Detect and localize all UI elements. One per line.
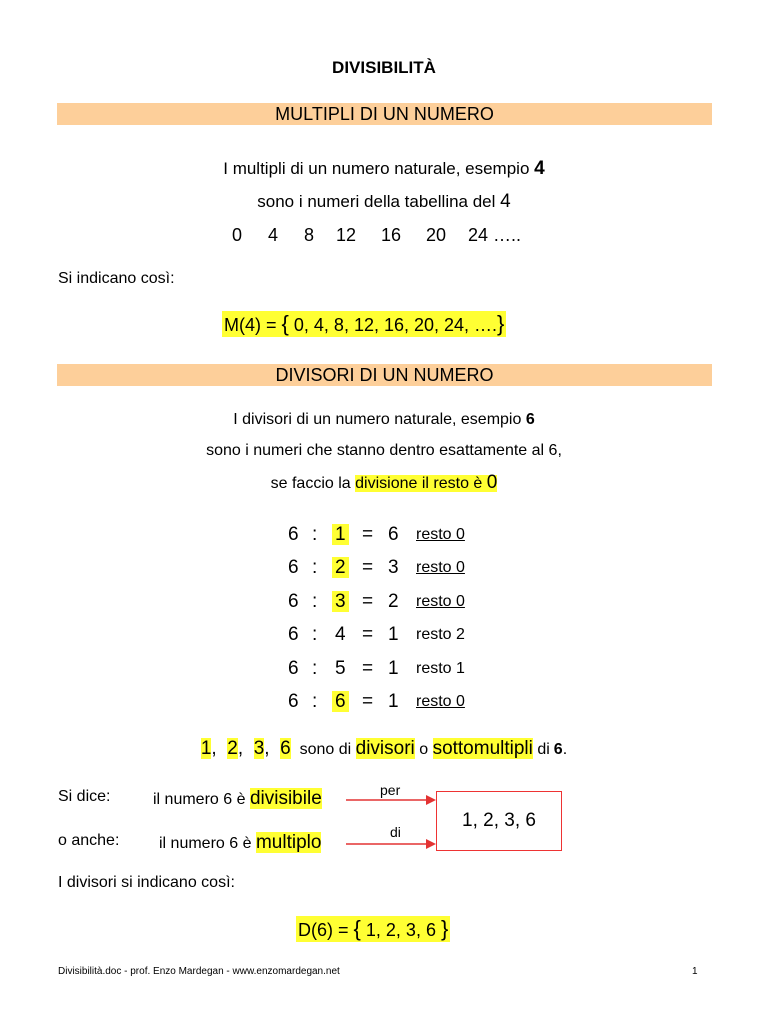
- divisori-line3-highlight: [355, 472, 498, 493]
- dividend: 6: [288, 523, 299, 545]
- multipli-tabellina-number: 4: [500, 191, 511, 212]
- arrows-graphic: [340, 790, 440, 850]
- summary-n1: 1: [200, 738, 212, 759]
- divisor: 4: [335, 624, 346, 646]
- o-anche-statement: [159, 832, 321, 854]
- divisori-line3-pre: se faccio la: [270, 475, 351, 492]
- division-row: [288, 585, 465, 619]
- dividend: 6: [288, 624, 299, 646]
- divisori-line3-zero: 0: [486, 472, 498, 493]
- quotient: 1: [388, 691, 399, 713]
- quotient: 3: [388, 557, 399, 579]
- multipli-example-number: 4: [534, 158, 545, 179]
- divisori-line3-hl-text: divisione il resto è: [355, 475, 483, 492]
- op: :: [312, 523, 318, 545]
- op: :: [312, 657, 318, 679]
- si-dice-highlight: divisibile: [249, 788, 322, 809]
- quotient: 1: [388, 624, 399, 646]
- summary-n2: 2: [227, 738, 238, 759]
- arrow-label-per: per: [380, 782, 401, 798]
- summary-dot: .: [562, 741, 568, 758]
- division-table: [288, 518, 465, 719]
- divisor-highlighted: 6: [332, 691, 349, 712]
- divisori-summary: 1, 2, 3, 6 sono di divisori o sottomultipli di 6.: [200, 738, 568, 759]
- page-number: 1: [692, 966, 698, 977]
- brace-open: {: [281, 311, 289, 336]
- divisori-intro-line3: [0, 472, 768, 494]
- equals: =: [362, 557, 374, 579]
- division-row: [288, 619, 465, 653]
- sequence-item: 4: [268, 225, 279, 245]
- multipli-si-indicano: Si indicano così:: [58, 270, 175, 287]
- op: :: [312, 557, 318, 579]
- divisori-example-number: 6: [525, 411, 535, 428]
- division-row: [288, 518, 465, 552]
- division-row: [288, 552, 465, 586]
- division-row: [288, 652, 465, 686]
- divisors-box: 1, 2, 3, 6: [436, 791, 562, 851]
- remainder: resto 0: [416, 693, 465, 711]
- multipli-set-prefix: M(4) =: [224, 315, 277, 335]
- si-dice-statement: [153, 788, 322, 810]
- summary-o: o: [419, 741, 429, 758]
- multipli-tabellina-text: sono i numeri della tabellina del: [257, 192, 496, 211]
- equals: =: [362, 523, 374, 545]
- quotient: 6: [388, 523, 399, 545]
- op: :: [312, 590, 318, 612]
- remainder: resto 0: [416, 559, 465, 577]
- sequence-item: 0: [232, 225, 243, 245]
- summary-num: 6: [553, 741, 563, 758]
- arrow-label-di: di: [390, 824, 401, 840]
- page-title: DIVISIBILITÀ: [332, 58, 436, 77]
- remainder: resto 2: [416, 626, 465, 644]
- multipli-intro-text: I multipli di un numero naturale, esempio: [223, 159, 530, 178]
- dividend: 6: [288, 557, 299, 579]
- multipli-set-items: 0, 4, 8, 12, 16, 20, 24, ….: [293, 315, 498, 335]
- brace-close: }: [440, 916, 449, 941]
- equals: =: [362, 657, 374, 679]
- divisor-highlighted: 3: [332, 591, 349, 612]
- summary-n4: 6: [280, 738, 291, 759]
- equals: =: [362, 691, 374, 713]
- summary-divisori: divisori: [355, 738, 415, 759]
- sequence-item: 24 …..: [468, 225, 522, 245]
- section-heading-divisori: DIVISORI DI UN NUMERO: [57, 364, 712, 386]
- summary-sono-di: sono di: [299, 741, 352, 758]
- dividend: 6: [288, 657, 299, 679]
- sequence-item: 16: [381, 225, 402, 245]
- o-anche-label: o anche:: [58, 832, 120, 849]
- divisori-set: [296, 916, 450, 942]
- footer-left: Divisibilità.doc - prof. Enzo Mardegan - www.enzomardegan.net: [58, 966, 340, 977]
- summary-sottomultipli: sottomultipli: [432, 738, 533, 759]
- divisor-highlighted: 1: [332, 524, 349, 545]
- dividend: 6: [288, 691, 299, 713]
- divisor: 5: [335, 657, 346, 679]
- divisori-si-indicano: I divisori si indicano così:: [58, 874, 235, 891]
- brace-open: {: [353, 916, 361, 941]
- sequence-item: 20: [426, 225, 447, 245]
- divisori-set-items: 1, 2, 3, 6: [365, 920, 436, 940]
- o-anche-highlight: multiplo: [255, 832, 322, 853]
- divisor-highlighted: 2: [332, 557, 349, 578]
- multipli-intro-line1: [0, 158, 768, 180]
- dividend: 6: [288, 590, 299, 612]
- multipli-set: [222, 311, 506, 337]
- summary-n3: 3: [253, 738, 265, 759]
- op: :: [312, 624, 318, 646]
- arrow-per-head: [426, 795, 436, 805]
- divisori-intro-line1: [0, 411, 768, 429]
- divisori-set-prefix: D(6) =: [298, 920, 349, 940]
- multipli-intro-line2: [0, 191, 768, 213]
- remainder: resto 0: [416, 525, 465, 543]
- section-heading-multipli: MULTIPLI DI UN NUMERO: [57, 103, 712, 125]
- arrow-di-head: [426, 839, 436, 849]
- remainder: resto 0: [416, 592, 465, 610]
- divisori-intro-line2: sono i numeri che stanno dentro esattamente al 6,: [206, 442, 562, 459]
- brace-close: }: [497, 311, 505, 336]
- multipli-sequence: [232, 225, 521, 246]
- equals: =: [362, 624, 374, 646]
- si-dice-label: Si dice:: [58, 788, 111, 805]
- quotient: 1: [388, 657, 399, 679]
- si-dice-text: il numero 6 è: [153, 791, 246, 808]
- quotient: 2: [388, 590, 399, 612]
- division-row: [288, 686, 465, 720]
- sequence-item: 8: [304, 225, 315, 245]
- remainder: resto 1: [416, 659, 465, 677]
- summary-di: di: [537, 741, 550, 758]
- divisori-intro-text: I divisori di un numero naturale, esempio: [233, 411, 522, 428]
- op: :: [312, 691, 318, 713]
- equals: =: [362, 590, 374, 612]
- sequence-item: 12: [336, 225, 357, 245]
- o-anche-text: il numero 6 è: [159, 835, 252, 852]
